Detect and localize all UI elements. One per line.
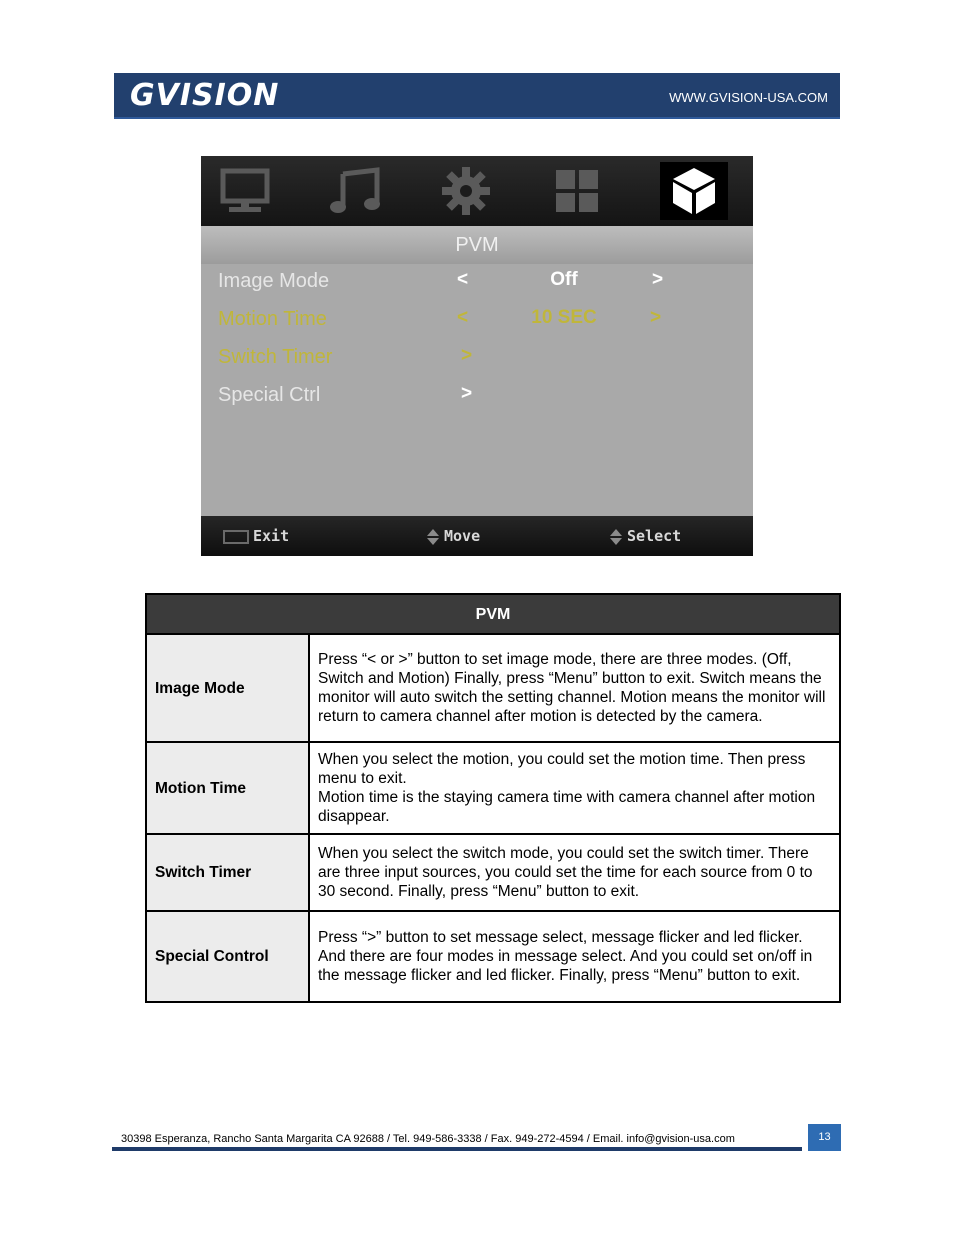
up-down-arrow-icon xyxy=(426,528,440,546)
osd-hint-move xyxy=(426,526,480,546)
table-row-description: When you select the switch mode, you could set the switch timer. There are three input sources, you could set the time for each source from 0 to 30 second. Finally, press “Menu” button to exit. xyxy=(309,834,840,911)
music-icon xyxy=(321,162,389,220)
osd-menu-screenshot xyxy=(201,156,753,556)
osd-row-value: Off xyxy=(550,269,578,290)
table-row xyxy=(146,834,840,911)
left-right-arrow-icon xyxy=(609,528,623,546)
table-row-description xyxy=(309,742,840,834)
osd-right-arrow[interactable]: > xyxy=(652,269,664,290)
page-header-banner xyxy=(114,73,840,119)
footer-contact-info: 30398 Esperanza, Rancho Santa Margarita CA 92688 / Tel. 949-586-3338 / Fax. 949-272-4594 / Email. info@gvision-usa.com xyxy=(121,1133,735,1145)
osd-footer-hints xyxy=(201,516,753,556)
osd-hint-exit xyxy=(223,526,289,546)
table-row xyxy=(146,742,840,834)
osd-left-arrow[interactable]: < xyxy=(457,307,469,328)
website-url[interactable]: WWW.GVISION-USA.COM xyxy=(669,90,828,105)
osd-row-special-ctrl[interactable] xyxy=(201,378,753,414)
table-row-label: Motion Time xyxy=(146,742,309,834)
osd-right-arrow[interactable]: > xyxy=(461,383,473,404)
osd-row-image-mode[interactable] xyxy=(201,264,753,300)
table-row-description: Press “< or >” button to set image mode, there are three modes. (Off, Switch and Motion) Finally, press “Menu” button to exit. Switch means the monitor will auto switch the setting channel. Motion means the monitor will return to camera channel after motion is detected by the camera. xyxy=(309,634,840,742)
osd-row-switch-timer[interactable] xyxy=(201,340,753,376)
table-row-label: Special Control xyxy=(146,911,309,1002)
table-row xyxy=(146,911,840,1002)
osd-left-arrow[interactable]: < xyxy=(457,269,469,290)
table-row-description-line: Motion time is the staying camera time with camera channel after motion disappear. xyxy=(318,789,816,825)
table-row-description-line: When you select the motion, you could set the motion time. Then press menu to exit. xyxy=(318,751,806,787)
osd-row-value: 10 SEC xyxy=(531,307,597,328)
gear-icon xyxy=(432,162,500,220)
osd-title-bar xyxy=(201,226,753,264)
table-header-title: PVM xyxy=(146,594,840,634)
pvm-settings-table xyxy=(145,593,841,1003)
table-row-label: Switch Timer xyxy=(146,834,309,911)
page-number: 13 xyxy=(808,1124,841,1151)
osd-menu-title: PVM xyxy=(455,234,499,256)
osd-right-arrow[interactable]: > xyxy=(461,345,473,366)
osd-row-label: Special Ctrl xyxy=(218,384,321,406)
osd-right-arrow[interactable]: > xyxy=(650,307,662,328)
osd-row-label: Image Mode xyxy=(218,270,330,292)
table-row-label: Image Mode xyxy=(146,634,309,742)
grid-icon xyxy=(543,162,611,220)
osd-row-motion-time[interactable] xyxy=(201,302,753,338)
menu-key-icon xyxy=(223,530,249,544)
osd-hint-move-label: Move xyxy=(444,527,481,545)
osd-row-label: Motion Time xyxy=(218,308,327,330)
osd-hint-exit-label: Exit xyxy=(253,527,290,545)
osd-row-label: Switch Timer xyxy=(218,346,333,368)
monitor-icon xyxy=(211,162,279,220)
table-row-description: Press “>” button to set message select, message flicker and led flicker. And there are four modes in message select. And you could set on/off in the message flicker and led flicker. Finally, press “Menu” button to exit. xyxy=(309,911,840,1002)
osd-hint-select xyxy=(609,526,681,546)
gvision-logo: GVISION xyxy=(130,78,280,113)
osd-hint-select-label: Select xyxy=(627,527,682,545)
osd-icon-bar xyxy=(201,156,753,226)
footer-divider xyxy=(112,1147,802,1151)
table-row xyxy=(146,634,840,742)
cube-icon xyxy=(660,162,728,220)
table-header-row xyxy=(146,594,840,634)
